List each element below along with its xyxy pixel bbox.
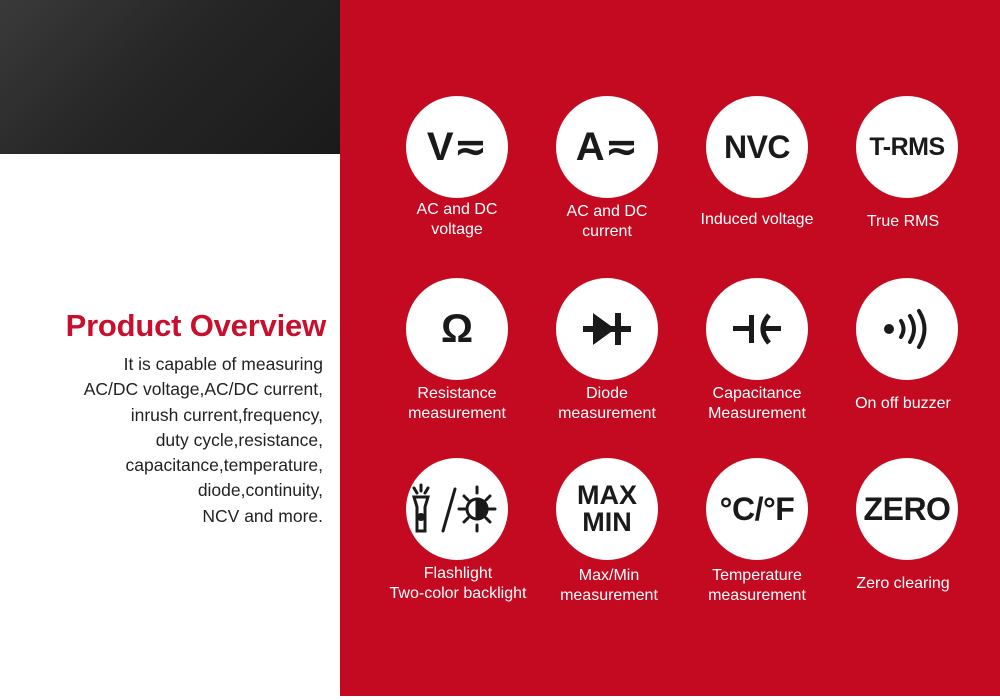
capacitor-symbol-icon <box>729 309 785 349</box>
ac-dc-voltage-icon: V≂ <box>406 96 508 198</box>
feature-label: Diode measurement <box>558 385 656 422</box>
dark-header-block <box>0 0 340 154</box>
description-line: duty cycle,resistance, <box>155 429 323 450</box>
description-line: NCV and more. <box>202 505 323 526</box>
sound-waves-icon <box>881 307 933 351</box>
feature-label: On off buzzer <box>855 395 951 412</box>
capacitance-icon <box>706 278 808 380</box>
feature-label: Induced voltage <box>700 211 814 228</box>
diode-symbol-icon <box>581 309 633 349</box>
ncv-icon: NVC <box>706 96 808 198</box>
feature-label: Flashlight Two-color backlight <box>389 565 527 602</box>
description-line: It is capable of measuring <box>123 354 323 374</box>
buzzer-icon <box>856 278 958 380</box>
temperature-icon: °C/°F <box>706 458 808 560</box>
diode-icon <box>556 278 658 380</box>
feature-label: Max/Min measurement <box>560 567 658 604</box>
max-min-icon: MAX MIN <box>556 458 658 560</box>
feature-label: True RMS <box>866 213 940 230</box>
true-rms-icon: T-RMS <box>856 96 958 198</box>
ac-dc-current-icon: A≂ <box>556 96 658 198</box>
description-line: capacitance,temperature, <box>125 455 323 476</box>
feature-label: AC and DC voltage <box>416 201 498 238</box>
description-line: diode,continuity, <box>197 480 323 501</box>
description-line: inrush current,frequency, <box>130 404 323 425</box>
feature-label: Resistance measurement <box>408 385 506 422</box>
feature-label: Capacitance Measurement <box>708 385 806 422</box>
feature-label: AC and DC current <box>566 203 648 240</box>
feature-label: Temperature measurement <box>708 567 806 604</box>
feature-label: Zero clearing <box>856 575 950 592</box>
flashlight-backlight-icon <box>406 458 508 560</box>
description-line: AC/DC voltage,AC/DC current, <box>83 379 323 400</box>
zero-icon: ZERO <box>856 458 958 560</box>
overview-description <box>3 352 323 529</box>
flashlight-sun-icon <box>411 481 503 537</box>
page-title: Product Overview <box>65 308 326 343</box>
resistance-icon: Ω <box>406 278 508 380</box>
